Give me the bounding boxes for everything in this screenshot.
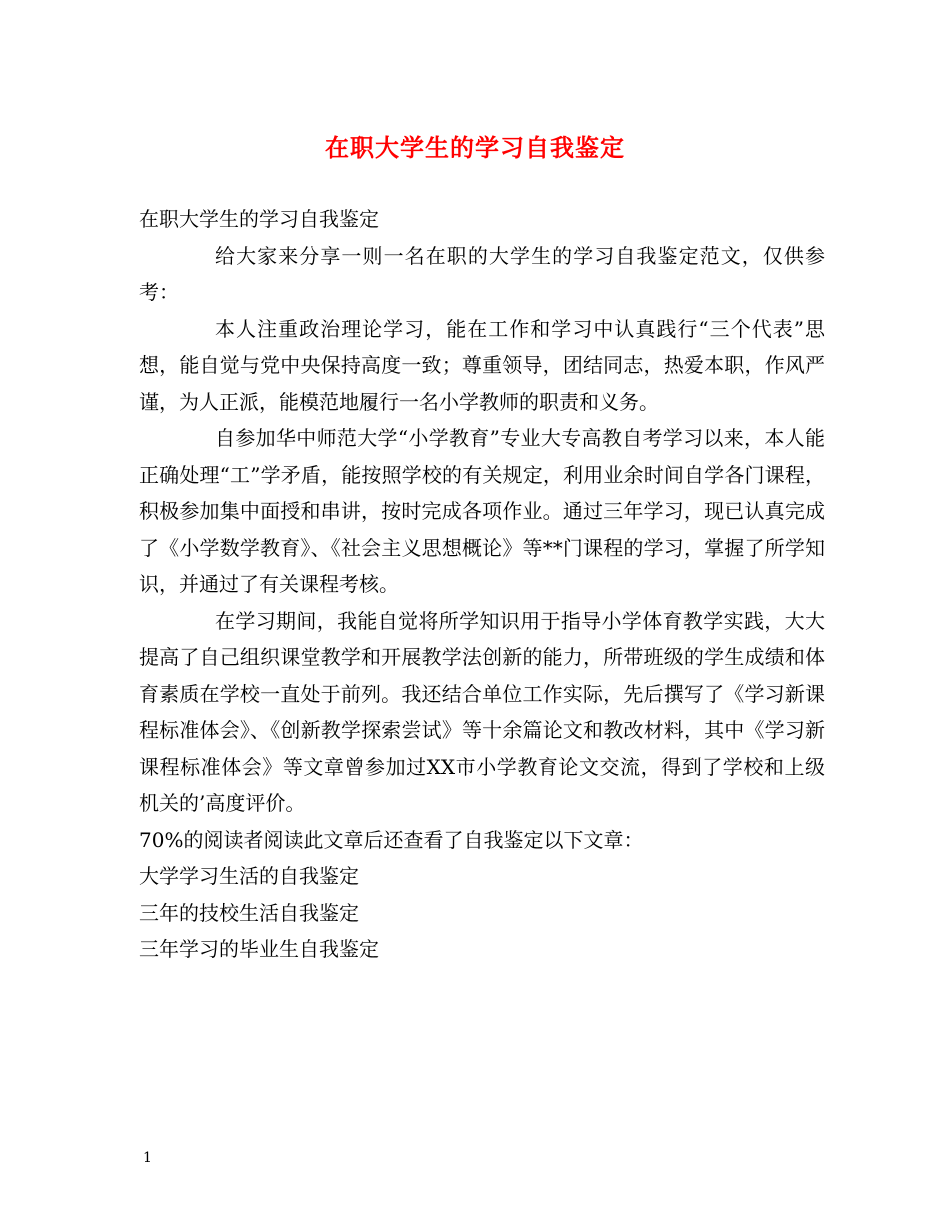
paragraph-self-study: 自参加华中师范大学“小学教育”专业大专高教自考学习以来，本人能正确处理“工”学矛盾，能按照学校的有关规定，利用业余时间自学各门课程，积极参加集中面授和串讲，按时完成各项作业。通过三年学习，现已认真完成了《小学数学教育》、《社会主义思想概论》等**门课程的学习，掌握了所学知识，并通过了有关课程考核。 — [139, 426, 825, 596]
paragraph-intro: 给大家来分享一则一名在职的大学生的学习自我鉴定范文，仅供参考： — [139, 243, 825, 304]
document-subtitle: 在职大学生的学习自我鉴定 — [139, 207, 379, 231]
page-number: 1 — [143, 1150, 152, 1166]
document-body — [139, 201, 825, 968]
document-title: 在职大学生的学习自我鉴定 — [325, 133, 625, 162]
related-article-link[interactable]: 三年学习的毕业生自我鉴定 — [139, 937, 379, 961]
related-article-link[interactable]: 大学学习生活的自我鉴定 — [139, 864, 359, 888]
related-articles-intro: 70%的阅读者阅读此文章后还查看了自我鉴定以下文章： — [139, 827, 644, 852]
paragraph-teaching-practice: 在学习期间，我能自觉将所学知识用于指导小学体育教学实践，大大提高了自己组织课堂教学和开展教学法创新的能力，所带班级的学生成绩和体育素质在学校一直处于前列。我还结合单位工作实际，先后撰写了《学习新课程标准体会》、《创新教学探索尝试》等十余篇论文和教改材料，其中《学习新课程标准体会》等文章曾参加过XX市小学教育论文交流，得到了学校和上级机关的’高度评价。 — [139, 608, 825, 815]
paragraph-political-study: 本人注重政治理论学习，能在工作和学习中认真践行“三个代表”思想，能自觉与党中央保持高度一致；尊重领导，团结同志，热爱本职，作风严谨，为人正派，能模范地履行一名小学教师的职责和义务。 — [139, 316, 825, 414]
related-article-link[interactable]: 三年的技校生活自我鉴定 — [139, 900, 359, 925]
